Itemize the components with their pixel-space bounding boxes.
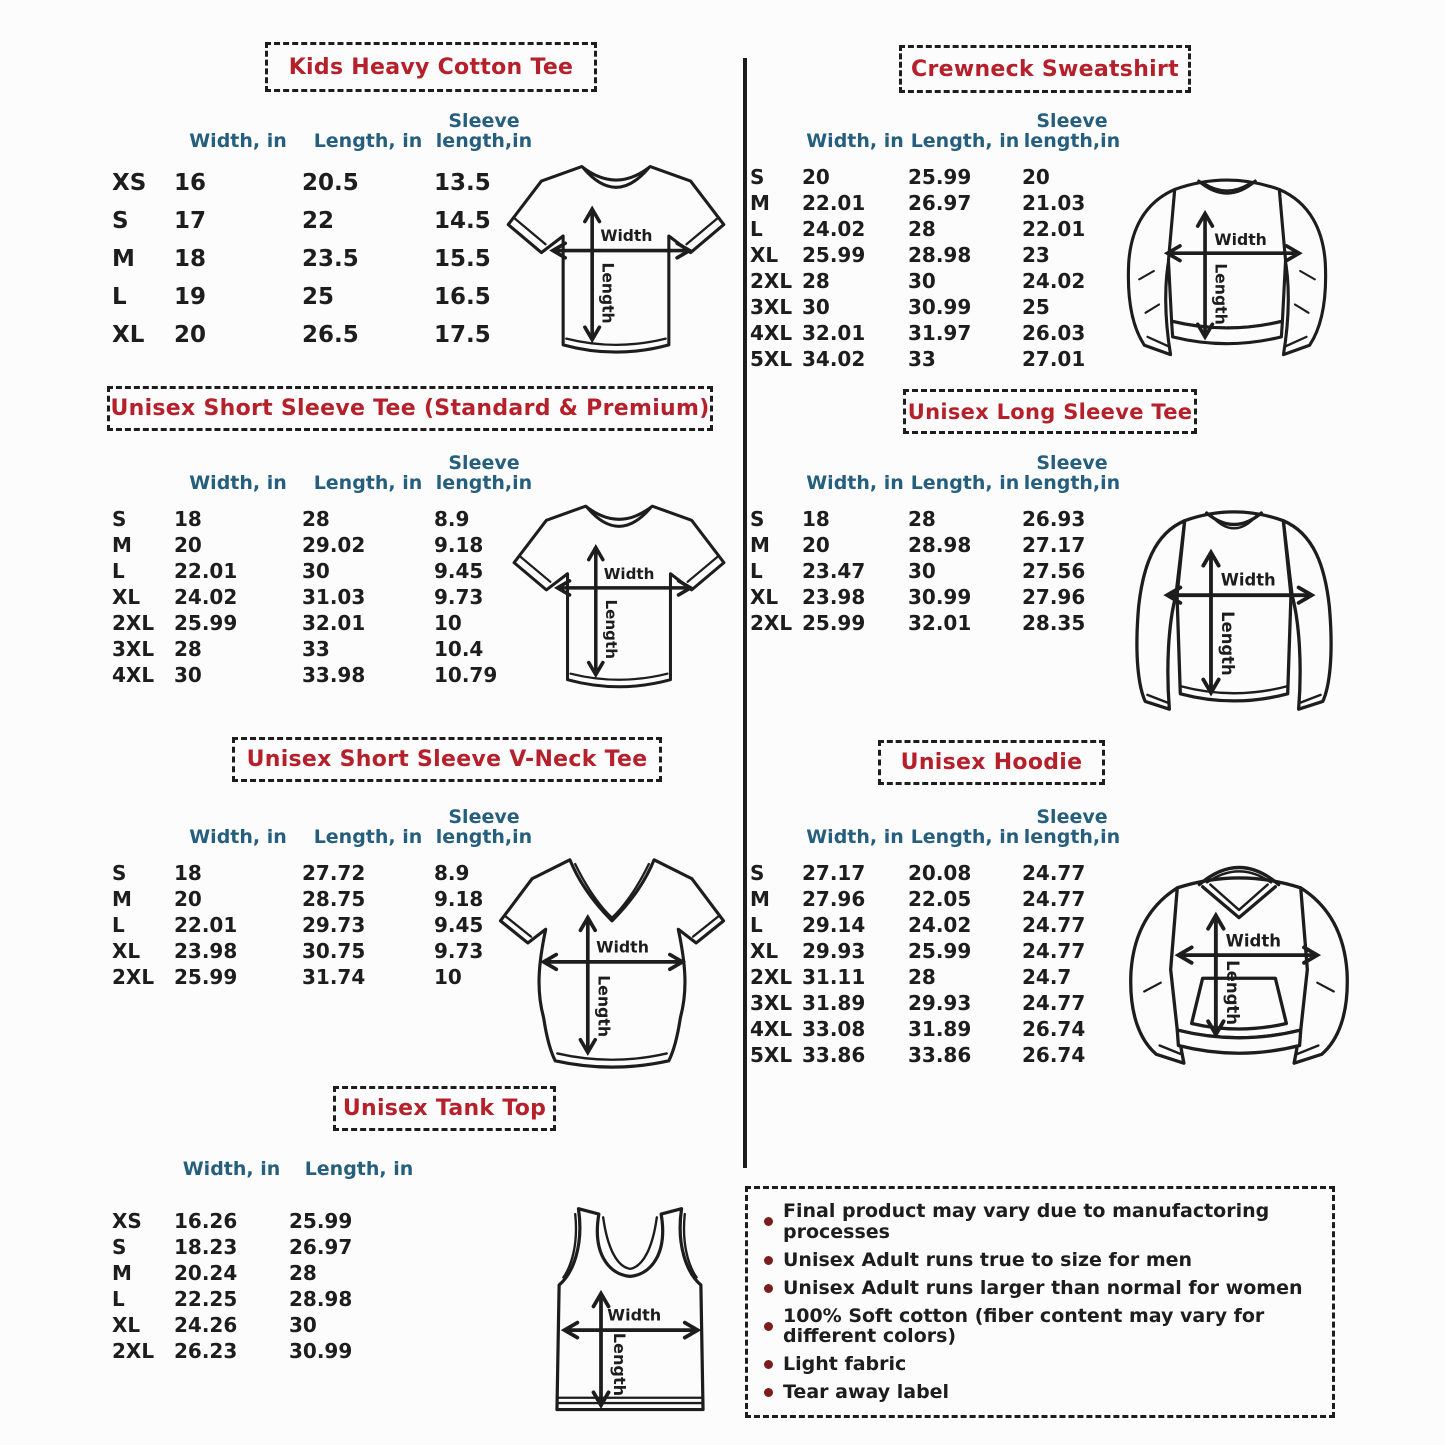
column-header: Width, in [182,1158,281,1181]
measurement-value: 18 [802,506,830,531]
measurement-value: 25.99 [802,242,866,267]
measurement-value: 28 [302,506,330,531]
table-row [112,164,534,202]
measurement-value: 23.98 [802,584,866,609]
measurement-value: 29.73 [302,912,366,937]
product-notes-box [745,1186,1335,1418]
table-header-row [112,1140,429,1180]
table-row [112,532,534,558]
table-row [750,610,1122,636]
width-arrow-label: Width [596,937,649,957]
measurement-value: 9.45 [434,558,484,583]
measurement-value: 14.5 [434,207,491,234]
size-label: 2XL [750,268,793,293]
table-header-row [750,96,1122,152]
table-row [112,1286,429,1312]
table-row [750,346,1122,372]
hoodie-title: Unisex Hoodie [878,740,1105,785]
table-row [112,860,534,886]
column-header: Width, in [189,472,287,495]
column-header: Sleeve length,in [435,452,533,495]
measurement-value: 8.9 [434,860,470,885]
table-row [112,240,534,278]
table-row [112,1338,429,1364]
measurement-value: 24.26 [174,1312,238,1337]
measurement-value: 19 [174,283,207,310]
size-label: 5XL [750,1042,793,1067]
measurement-value: 30 [302,558,330,583]
size-label: 2XL [112,1338,155,1363]
note-item [764,1382,1316,1403]
measurement-value: 20.08 [908,860,972,885]
short-sleeve-tee-size-table [112,438,534,688]
length-arrow-label: Length [1217,611,1237,676]
measurement-value: 16.26 [174,1208,238,1233]
measurement-value: 22 [302,207,335,234]
table-header-row [750,438,1122,494]
length-arrow-label: Length [594,975,614,1038]
table-row [750,216,1122,242]
measurement-value: 27.72 [302,860,366,885]
table-row [112,202,534,240]
kids-tee-drawing [490,150,742,378]
size-label: S [112,1234,127,1259]
hoodie-size-table [750,792,1122,1068]
measurement-value: 31.11 [802,964,866,989]
measurement-value: 20.5 [302,169,359,196]
measurement-value: 25.99 [174,964,238,989]
table-row [750,584,1122,610]
bullet-dot [764,1284,773,1293]
measurement-value: 24.77 [1022,886,1086,911]
table-header-row [750,792,1122,848]
table-row [112,610,534,636]
measurement-value: 10 [434,964,462,989]
table-row [112,636,534,662]
measurement-value: 26.74 [1022,1042,1086,1067]
size-label: S [112,207,129,234]
table-row [750,860,1122,886]
measurement-value: 28.98 [908,242,972,267]
table-row [750,268,1122,294]
measurement-value: 28.35 [1022,610,1086,635]
measurement-value: 32.01 [908,610,972,635]
measurement-value: 22.25 [174,1286,238,1311]
measurement-value: 26.5 [302,321,359,348]
size-label: S [112,860,127,885]
table-row [112,938,534,964]
size-label: XL [750,938,779,963]
note-text: 100% Soft cotton (fiber content may vary for different colors) [783,1304,1265,1348]
column-header: Sleeve length,in [1023,110,1121,153]
measurement-value: 28.98 [289,1286,353,1311]
short-sleeve-tee-drawing [496,490,742,712]
measurement-value: 20 [802,532,830,557]
tank-top-title: Unisex Tank Top [333,1086,556,1131]
crewneck-title: Crewneck Sweatshirt [899,45,1191,93]
column-header: Sleeve length,in [435,110,533,153]
measurement-value: 18 [174,860,202,885]
size-label: L [750,216,763,241]
table-header-row [112,438,534,494]
measurement-value: 28 [908,216,936,241]
measurement-value: 33.86 [802,1042,866,1067]
measurement-value: 34.02 [802,346,866,371]
measurement-value: 24.7 [1022,964,1072,989]
width-arrow-label: Width [1225,931,1282,951]
measurement-value: 26.97 [289,1234,353,1259]
width-arrow-label: Width [600,227,653,246]
column-divider [743,58,747,1168]
measurement-value: 20 [174,321,207,348]
measurement-value: 30.75 [302,938,366,963]
measurement-value: 24.77 [1022,938,1086,963]
size-label: XL [750,242,779,267]
measurement-value: 24.77 [1022,912,1086,937]
size-label: M [750,190,770,215]
measurement-value: 23.47 [802,558,866,583]
note-item [764,1278,1316,1299]
table-row [750,164,1122,190]
measurement-value: 17.5 [434,321,491,348]
table-header-row [112,96,534,152]
measurement-value: 20 [1022,164,1050,189]
bullet-dot [764,1388,773,1397]
size-label: L [112,283,127,310]
measurement-value: 29.93 [802,938,866,963]
kids-tee-size-table [112,96,534,354]
size-label: M [112,245,135,272]
width-arrow-label: Width [1214,229,1267,249]
measurement-value: 33.08 [802,1016,866,1041]
note-text: Unisex Adult runs true to size for men [783,1248,1193,1271]
measurement-value: 27.17 [802,860,866,885]
measurement-value: 30 [289,1312,317,1337]
measurement-value: 13.5 [434,169,491,196]
vneck-tee-drawing [483,843,741,1085]
measurement-value: 28 [289,1260,317,1285]
note-text: Tear away label [783,1381,950,1404]
measurement-value: 18.23 [174,1234,238,1259]
column-header: Width, in [806,826,904,849]
measurement-value: 9.45 [434,912,484,937]
size-label: XL [112,1312,141,1337]
table-row [750,558,1122,584]
measurement-value: 17 [174,207,207,234]
length-arrow-label: Length [1222,960,1242,1026]
bullet-dot [764,1322,773,1331]
measurement-value: 23.5 [302,245,359,272]
measurement-value: 15.5 [434,245,491,272]
size-label: XL [112,321,145,348]
size-label: S [750,506,765,531]
size-label: XS [112,169,147,196]
measurement-value: 29.93 [908,990,972,1015]
column-header: Length, in [910,472,1020,495]
kids-tee-title: Kids Heavy Cotton Tee [265,42,597,92]
measurement-value: 26.74 [1022,1016,1086,1041]
measurement-value: 30.99 [289,1338,353,1363]
long-sleeve-tee-size-table [750,438,1122,636]
size-label: 3XL [112,636,155,661]
table-row [750,912,1122,938]
table-row [112,886,534,912]
length-arrow-label: Length [1211,263,1231,325]
length-arrow-label: Length [609,1332,629,1397]
column-header: Length, in [313,826,423,849]
table-row [750,320,1122,346]
size-label: 4XL [750,320,793,345]
measurement-value: 22.01 [802,190,866,215]
size-label: 2XL [750,610,793,635]
measurement-value: 18 [174,245,207,272]
measurement-value: 26.23 [174,1338,238,1363]
bullet-dot [764,1256,773,1265]
size-label: S [112,506,127,531]
table-row [750,886,1122,912]
table-row [750,294,1122,320]
width-arrow-label: Width [1220,570,1276,590]
column-header: Length, in [910,130,1020,153]
note-item [764,1201,1316,1243]
measurement-value: 27.17 [1022,532,1086,557]
note-item [764,1354,1316,1375]
size-label: XL [750,584,779,609]
tank-top-size-table [112,1140,429,1364]
note-item [764,1250,1316,1271]
measurement-value: 18 [174,506,202,531]
size-label: M [112,886,132,911]
measurement-value: 26.03 [1022,320,1086,345]
measurement-value: 30 [908,268,936,293]
table-row [750,532,1122,558]
measurement-value: 24.77 [1022,860,1086,885]
table-row [750,938,1122,964]
measurement-value: 30.99 [908,294,972,319]
column-header: Width, in [806,130,904,153]
measurement-value: 16.5 [434,283,491,310]
table-row [112,278,534,316]
measurement-value: 22.01 [174,912,238,937]
measurement-value: 28.98 [908,532,972,557]
measurement-value: 27.96 [1022,584,1086,609]
column-header: Width, in [806,472,904,495]
size-label: L [112,1286,125,1311]
long-sleeve-tee-title: Unisex Long Sleeve Tee [903,389,1197,434]
size-label: L [750,912,763,937]
measurement-value: 10 [434,610,462,635]
measurement-value: 28 [802,268,830,293]
measurement-value: 9.73 [434,584,484,609]
length-arrow-label: Length [601,599,620,660]
length-arrow-label: Length [598,262,617,324]
measurement-value: 25 [1022,294,1050,319]
table-header-row [112,792,534,848]
table-row [750,190,1122,216]
table-row [112,1208,429,1234]
column-header: Length, in [313,130,423,153]
measurement-value: 9.18 [434,886,484,911]
size-label: 3XL [750,990,793,1015]
size-label: L [112,912,125,937]
column-header: Width, in [189,826,287,849]
measurement-value: 8.9 [434,506,470,531]
measurement-value: 33.86 [908,1042,972,1067]
measurement-value: 29.14 [802,912,866,937]
crewneck-size-table [750,96,1122,372]
measurement-value: 27.56 [1022,558,1086,583]
width-arrow-label: Width [607,1305,662,1325]
measurement-value: 33 [302,636,330,661]
note-text: Light fabric [783,1353,907,1376]
measurement-value: 25.99 [802,610,866,635]
measurement-value: 28.75 [302,886,366,911]
table-row [750,1042,1122,1068]
measurement-value: 20 [802,164,830,189]
measurement-value: 29.02 [302,532,366,557]
measurement-value: 25.99 [908,938,972,963]
table-row [112,506,534,532]
measurement-value: 25.99 [908,164,972,189]
measurement-value: 24.02 [802,216,866,241]
column-header: Length, in [313,472,423,495]
column-header: Sleeve length,in [1023,452,1121,495]
size-label: S [750,164,765,189]
hoodie-drawing [1092,846,1386,1094]
measurement-value: 32.01 [802,320,866,345]
measurement-value: 21.03 [1022,190,1086,215]
measurement-value: 31.89 [908,1016,972,1041]
measurement-value: 30 [802,294,830,319]
size-label: M [112,1260,132,1285]
measurement-value: 22.01 [1022,216,1086,241]
measurement-value: 24.02 [908,912,972,937]
width-arrow-label: Width [603,564,655,583]
size-label: 2XL [112,610,155,635]
column-header: Width, in [189,130,287,153]
measurement-value: 22.01 [174,558,238,583]
size-label: 5XL [750,346,793,371]
bullet-dot [764,1217,773,1226]
note-text: Unisex Adult runs larger than normal for women [783,1276,1303,1299]
measurement-value: 20.24 [174,1260,238,1285]
size-label: XL [112,938,141,963]
measurement-value: 33 [908,346,936,371]
size-label: 4XL [750,1016,793,1041]
note-text: Final product may vary due to manufactoring processes [783,1200,1270,1243]
size-label: M [750,886,770,911]
measurement-value: 31.89 [802,990,866,1015]
measurement-value: 31.03 [302,584,366,609]
size-label: 4XL [112,662,155,687]
table-row [750,964,1122,990]
measurement-value: 28 [174,636,202,661]
size-label: L [750,558,763,583]
table-row [112,1260,429,1286]
measurement-value: 30 [908,558,936,583]
table-row [750,990,1122,1016]
table-row [112,316,534,354]
measurement-value: 30.99 [908,584,972,609]
crewneck-drawing [1088,156,1366,386]
vneck-tee-size-table [112,792,534,990]
measurement-value: 28 [908,506,936,531]
table-row [750,506,1122,532]
measurement-value: 26.93 [1022,506,1086,531]
tank-top-drawing [520,1198,740,1445]
column-header: Length, in [910,826,1020,849]
vneck-tee-title: Unisex Short Sleeve V-Neck Tee [232,737,662,782]
size-label: XS [112,1208,142,1233]
column-header: Sleeve length,in [1023,806,1121,849]
measurement-value: 24.02 [1022,268,1086,293]
measurement-value: 32.01 [302,610,366,635]
measurement-value: 10.4 [434,636,484,661]
measurement-value: 25.99 [174,610,238,635]
measurement-value: 10.79 [434,662,498,687]
table-row [112,1234,429,1260]
table-row [112,662,534,688]
measurement-value: 20 [174,886,202,911]
bullet-dot [764,1360,773,1369]
short-sleeve-tee-title: Unisex Short Sleeve Tee (Standard & Premium) [107,386,713,431]
measurement-value: 25.99 [289,1208,353,1233]
size-label: M [750,532,770,557]
measurement-value: 20 [174,532,202,557]
measurement-value: 27.96 [802,886,866,911]
size-label: S [750,860,765,885]
measurement-value: 26.97 [908,190,972,215]
column-header: Length, in [304,1158,414,1181]
table-row [750,1016,1122,1042]
measurement-value: 16 [174,169,207,196]
size-label: M [112,532,132,557]
column-header: Sleeve length,in [435,806,533,849]
measurement-value: 27.01 [1022,346,1086,371]
size-label: 2XL [112,964,155,989]
measurement-value: 30 [174,662,202,687]
size-label: XL [112,584,141,609]
size-label: L [112,558,125,583]
long-sleeve-tee-drawing [1080,490,1388,742]
measurement-value: 31.97 [908,320,972,345]
table-row [112,1312,429,1338]
table-row [112,912,534,938]
table-row [750,242,1122,268]
measurement-value: 9.73 [434,938,484,963]
measurement-value: 9.18 [434,532,484,557]
measurement-value: 23 [1022,242,1050,267]
size-label: 2XL [750,964,793,989]
size-label: 3XL [750,294,793,319]
measurement-value: 23.98 [174,938,238,963]
measurement-value: 24.02 [174,584,238,609]
measurement-value: 33.98 [302,662,366,687]
measurement-value: 22.05 [908,886,972,911]
measurement-value: 31.74 [302,964,366,989]
measurement-value: 24.77 [1022,990,1086,1015]
measurement-value: 28 [908,964,936,989]
measurement-value: 25 [302,283,335,310]
table-row [112,964,534,990]
table-row [112,558,534,584]
table-row [112,584,534,610]
note-item [764,1306,1316,1348]
